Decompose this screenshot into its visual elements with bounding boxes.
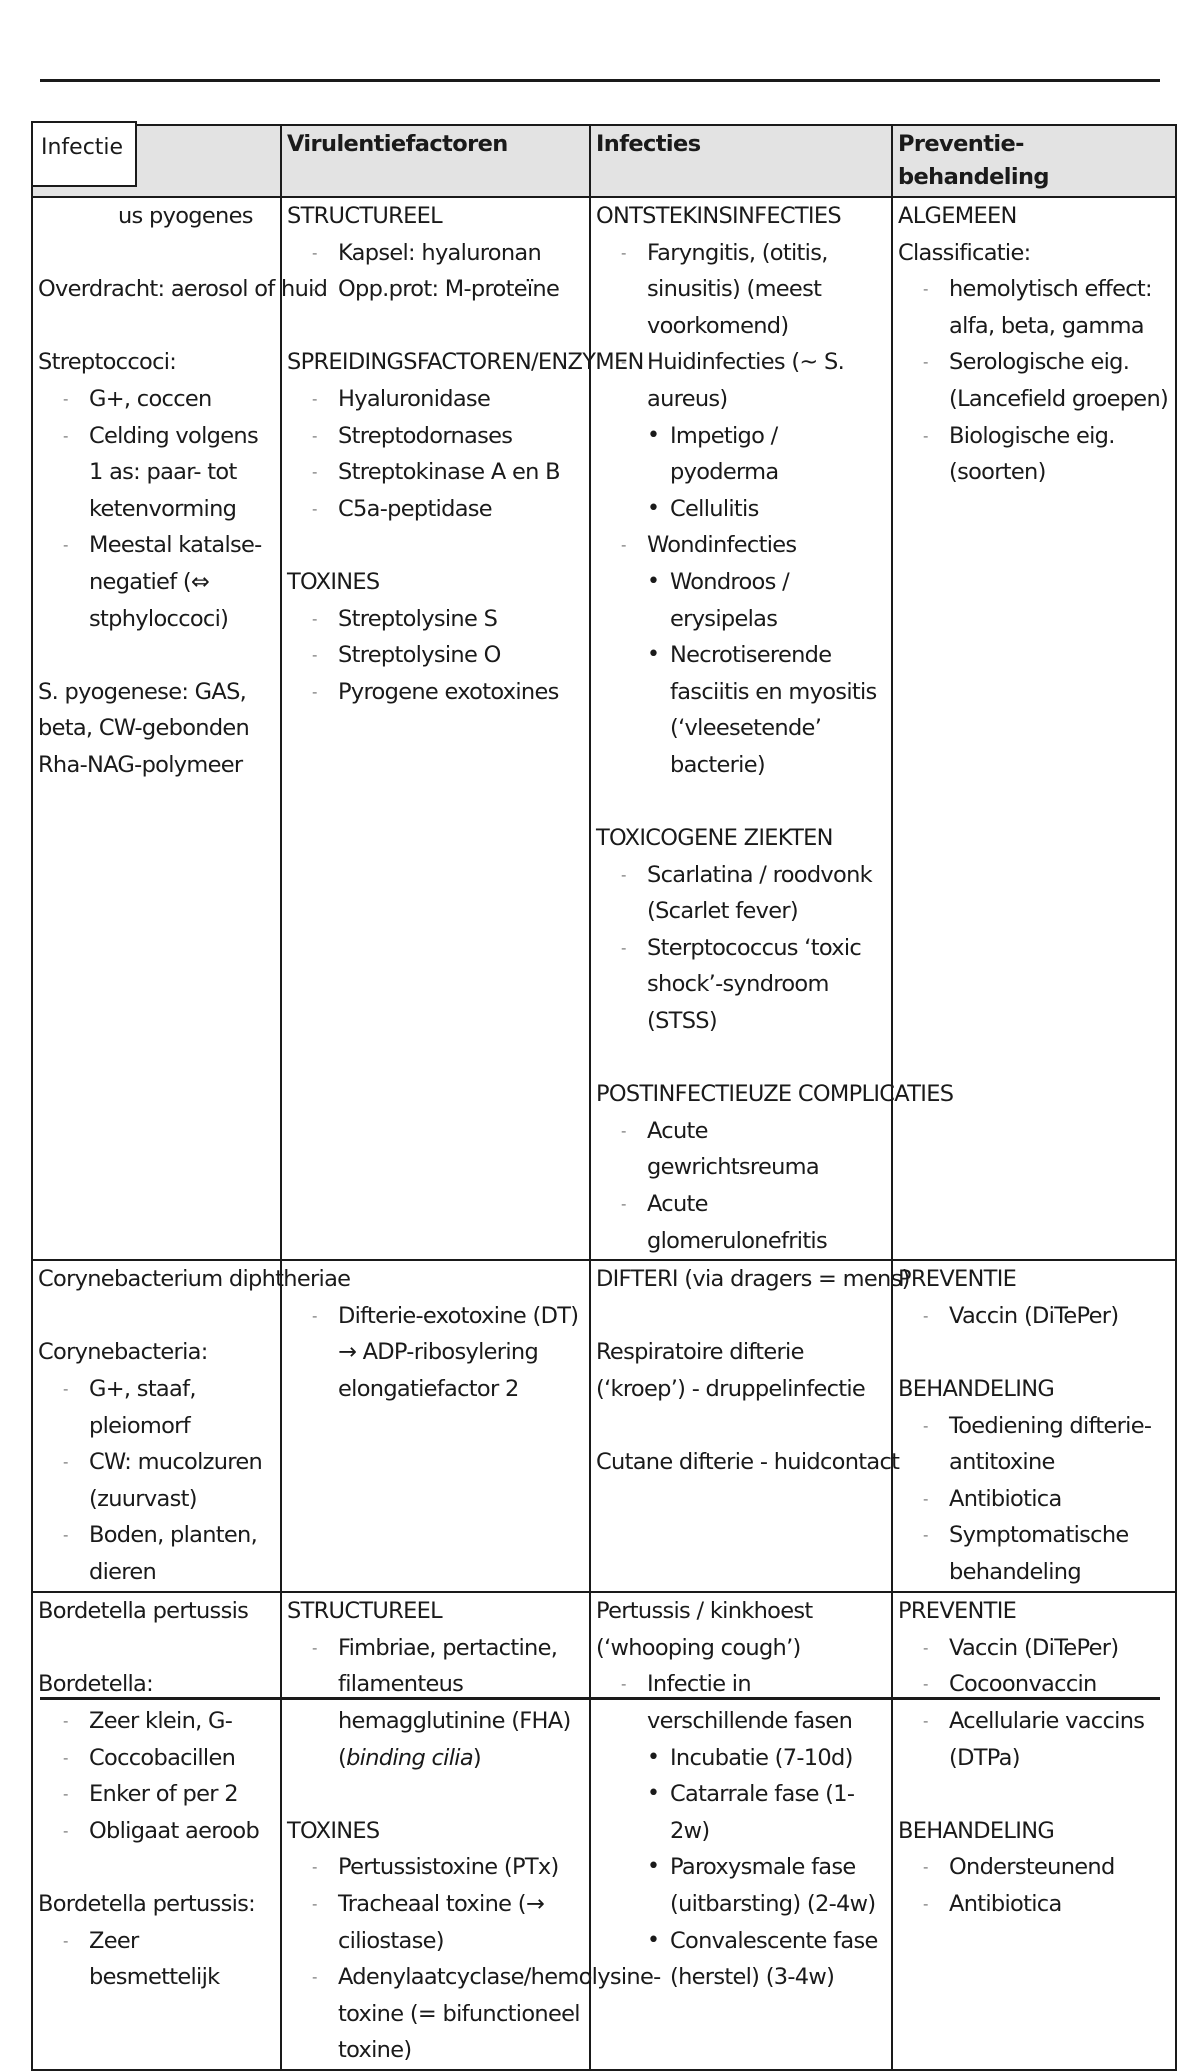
sub-item: • Catarrale fase (1-2w) [644, 1776, 886, 1849]
list-item: - Pertussistoxine (PTx) [311, 1849, 584, 1886]
list-item: - Opp.prot: M-proteïne [311, 271, 584, 308]
treatment-list [922, 1849, 1170, 1922]
list-item: - Biologische eig. (soorten) [922, 418, 1170, 491]
list-item: - Pyrogene exotoxines [311, 674, 584, 711]
cell-organism [32, 197, 328, 1260]
section-heading: STRUCTUREEL [287, 203, 442, 229]
property-list [62, 1923, 275, 1996]
sub-item: • Impetigo / pyoderma [644, 418, 886, 491]
section-heading: TOXINES [287, 568, 380, 595]
list-item: - CW: mucolzuren (zuurvast) [62, 1444, 275, 1517]
list-item: - Hyaluronidase [311, 381, 584, 418]
section-heading: PREVENTIE [898, 1266, 1017, 1293]
list-item: - Celding volgens 1 as: paar- tot ketenvorming [62, 418, 275, 528]
factor-list [311, 1298, 584, 1408]
group-title: Bordetella pertussis: [38, 1890, 256, 1917]
table-row [32, 1260, 1176, 1592]
cell-virulence [281, 197, 644, 1260]
list-item: - Obligaat aeroob [62, 1813, 275, 1850]
section-heading: POSTINFECTIEUZE COMPLICATIES [596, 1081, 954, 1108]
list-item: - G+, coccen [62, 381, 275, 418]
sub-item: • Convalescente fase (herstel) (3-4w) [644, 1923, 886, 1996]
list-item [620, 527, 886, 783]
factor-list [311, 1849, 661, 2069]
list-item: - Kapsel: hyaluronan [311, 235, 584, 272]
transmission-text: Overdracht: aerosol of huid [38, 276, 328, 303]
cell-organism [32, 1592, 281, 2070]
list-item [620, 1666, 886, 1995]
cell-virulence [281, 1260, 590, 1592]
list-item: - Streptolysine S [311, 601, 584, 638]
list-item: - Acute glomerulonefritis [620, 1186, 886, 1259]
sub-item: • Incubatie (7-10d) [644, 1740, 886, 1777]
factor-list [311, 235, 584, 308]
infection-list [620, 857, 886, 1040]
list-item-text: Fimbriae, pertactine, filamenteus hemagglutinine (FHA) [338, 1634, 571, 1734]
classification-label: Classificatie: [898, 239, 1031, 266]
section-heading: PREVENTIE [898, 1598, 1017, 1625]
infection-list [620, 1113, 886, 1259]
list-item: - Faryngitis, (otitis, sinusitis) (meest voorkomend) [620, 235, 886, 345]
cell-infections [590, 197, 954, 1260]
section-heading: TOXICOGENE ZIEKTEN [596, 825, 833, 852]
section-heading: TOXINES [287, 1817, 380, 1844]
list-item: - Adenylaatcyclase/hemolysine-toxine (= bifunctioneel toxine) [311, 1959, 584, 2069]
organism-name: Bordetella pertussis [38, 1598, 249, 1625]
list-item: - Difterie-exotoxine (DT) → ADP-ribosylering elongatiefactor 2 [311, 1298, 584, 1408]
list-item [620, 344, 886, 527]
cell-prevention [892, 1260, 1176, 1592]
property-list [62, 381, 275, 637]
disease-heading: Pertussis / kinkhoest (‘whooping cough’) [596, 1598, 813, 1661]
list-item: - Acute gewrichtsreuma [620, 1113, 886, 1186]
phase-list [644, 1740, 886, 1996]
note-text: S. pyogenese: GAS, beta, CW-gebonden Rha-NAG-polymeer [38, 678, 250, 778]
header-preventie-behandeling: Preventie-behandeling [892, 125, 1176, 197]
infection-table-wrapper [31, 124, 1175, 2071]
list-item: - Cocoonvaccin [922, 1666, 1170, 1703]
bottom-rule [40, 1697, 1160, 1700]
list-item: - Zeer klein, G- [62, 1703, 275, 1740]
cell-prevention [892, 1592, 1176, 2070]
table-header-row [32, 125, 1176, 197]
factor-list [311, 601, 584, 711]
list-item-emphasis: binding cilia [346, 1744, 473, 1771]
section-heading: SPREIDINGSFACTOREN/ENZYMEN [287, 349, 644, 376]
list-item: - Acellularie vaccins (DTPa) [922, 1703, 1170, 1776]
list-item: - Streptodornases [311, 418, 584, 455]
header-virulentiefactoren: Virulentiefactoren [281, 125, 590, 197]
infection-list [620, 1666, 886, 1995]
treatment-list [922, 1408, 1170, 1591]
list-item: - Vaccin (DiTePer) [922, 1298, 1170, 1335]
infection-text: Cutane difterie - huidcontact [596, 1449, 900, 1476]
table-row [32, 1592, 1176, 2070]
organism-name: us pyogenes [118, 203, 253, 229]
factor-list [311, 381, 584, 527]
list-item: - Streptokinase A en B [311, 454, 584, 491]
list-item: - Coccobacillen [62, 1740, 275, 1777]
list-item: - Sterptococcus ‘toxic shock’-syndroom (STSS) [620, 930, 886, 1040]
infection-table [31, 124, 1177, 2071]
list-item: - Antibiotica [922, 1886, 1170, 1923]
group-title: Streptoccoci: [38, 349, 177, 376]
cell-infections [590, 1260, 910, 1592]
sub-list [644, 564, 886, 784]
list-item: - Ondersteunend [922, 1849, 1170, 1886]
list-item: - Streptolysine O [311, 637, 584, 674]
infectie-tag: Infectie [31, 121, 137, 187]
list-item: - Toediening difterie-antitoxine [922, 1408, 1170, 1481]
organism-name: Corynebacterium diphtheriae [38, 1266, 351, 1293]
sub-item: • Paroxysmale fase (uitbarsting) (2-4w) [644, 1849, 886, 1922]
list-item: - Fimbriae, pertactine, filamenteus hemagglutinine (FHA) (binding cilia) [311, 1630, 584, 1776]
list-item: - hemolytisch effect: alfa, beta, gamma [922, 271, 1170, 344]
classification-list [922, 271, 1170, 491]
section-heading: ALGEMEEN [898, 203, 1017, 229]
sub-item: • Cellulitis [644, 491, 886, 528]
infection-text: Respiratoire difterie (‘kroep’) - druppelinfectie [596, 1339, 866, 1402]
header-infecties: Infecties [590, 125, 892, 197]
factor-list [311, 1630, 584, 1776]
list-item: - G+, staaf, pleiomorf [62, 1371, 275, 1444]
cell-virulence [281, 1592, 661, 2070]
section-heading: ONTSTEKINSINFECTIES [596, 203, 841, 229]
list-item: - Symptomatische behandeling [922, 1517, 1170, 1590]
cell-infections [590, 1592, 892, 2070]
list-item: - C5a-peptidase [311, 491, 584, 528]
table-row [32, 197, 1176, 1260]
cell-organism [32, 1260, 351, 1592]
list-item: - Vaccin (DiTePer) [922, 1630, 1170, 1667]
prevention-list [922, 1630, 1170, 1776]
list-item: - Zeer besmettelijk [62, 1923, 275, 1996]
list-item: - Enker of per 2 [62, 1776, 275, 1813]
list-item: - Meestal katalse-negatief (⇔ stphyloccoci) [62, 527, 275, 637]
section-heading: BEHANDELING [898, 1817, 1055, 1844]
section-heading: STRUCTUREEL [287, 1598, 442, 1625]
list-item-label: Huidinfecties (~ S. aureus) [647, 349, 845, 412]
prevention-list [922, 1298, 1170, 1335]
list-item-label: Infectie in verschillende fasen [647, 1671, 853, 1734]
list-item: - Antibiotica [922, 1481, 1170, 1518]
property-list [62, 1371, 275, 1591]
list-item: - Serologische eig. (Lancefield groepen) [922, 344, 1170, 417]
sub-item: • Necrotiserende fasciitis en myositis (‘vleesetende’ bacterie) [644, 637, 886, 783]
disease-heading: DIFTERI (via dragers = mens) [596, 1266, 910, 1293]
property-list [62, 1703, 275, 1849]
group-title: Bordetella: [38, 1671, 154, 1698]
infection-list [620, 235, 886, 784]
sub-item: • Wondroos / erysipelas [644, 564, 886, 637]
top-rule [40, 79, 1160, 82]
section-heading: BEHANDELING [898, 1376, 1055, 1402]
list-item: - Tracheaal toxine (→ ciliostase) [311, 1886, 584, 1959]
list-item-label: Wondinfecties [647, 532, 797, 559]
list-item: - Boden, planten, dieren [62, 1517, 275, 1590]
list-item: - Scarlatina / roodvonk (Scarlet fever) [620, 857, 886, 930]
sub-list [644, 418, 886, 528]
group-title: Corynebacteria: [38, 1339, 208, 1366]
